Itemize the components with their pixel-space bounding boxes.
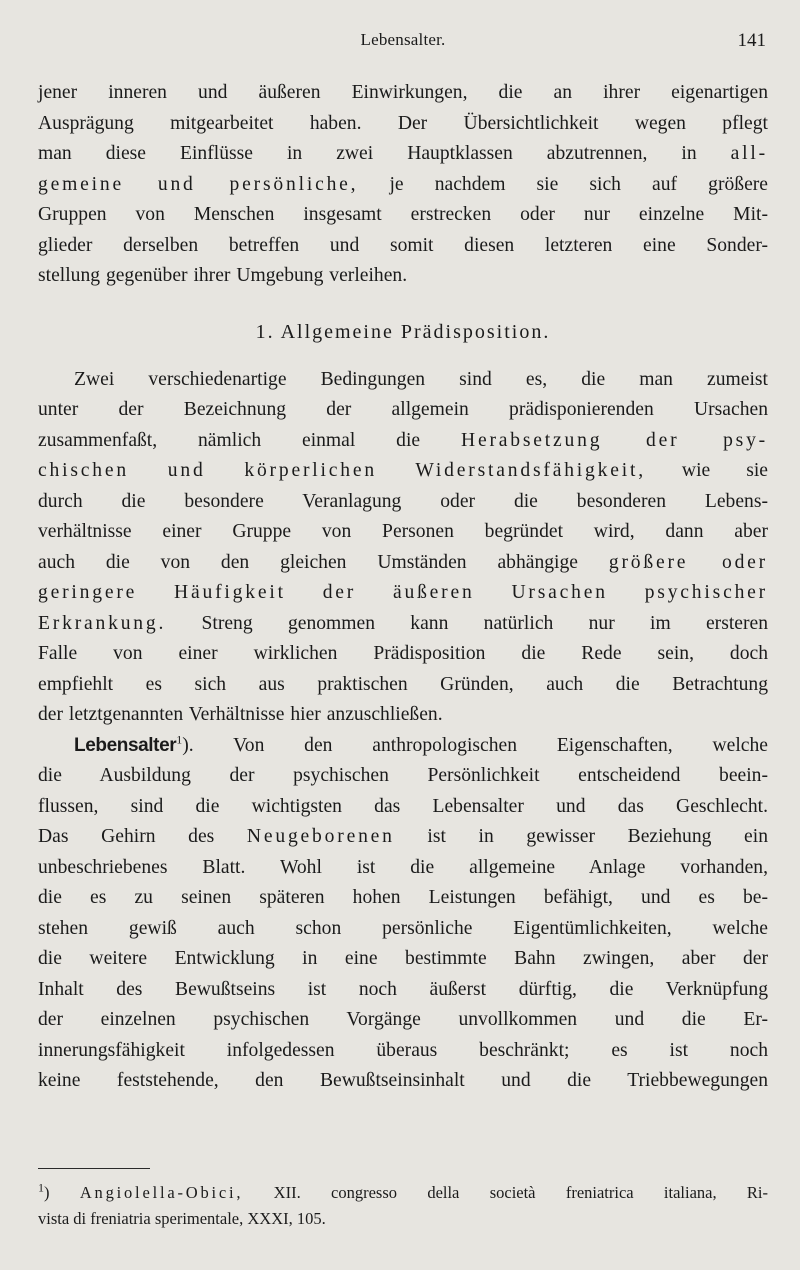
footnote-line: $^1$) Angiolella-Obici, XII. congresso della società freniatrica italiana, Ri- bbox=[38, 1180, 769, 1202]
text-line: die Ausbildung der psychischen Persönlichkeit entscheidend beein- bbox=[38, 765, 768, 786]
text-run: Streng genommen kann natürlich nur im ersteren bbox=[201, 612, 768, 634]
text-line bbox=[38, 822, 768, 853]
text-line: die weitere Entwicklung in eine bestimmte Bahn zwingen, aber der bbox=[38, 948, 768, 969]
runin-heading: Lebensalter bbox=[74, 734, 177, 756]
text-line: unbeschriebenes Blatt. Wohl ist die allgemeine Anlage vorhanden, bbox=[38, 856, 768, 878]
text-run: Das Gehirn des bbox=[38, 826, 215, 847]
footnote-reference: 1 bbox=[176, 731, 183, 746]
text-line: flussen, sind die wichtigsten das Lebensalter und das Geschlecht. bbox=[38, 795, 768, 817]
spaced-emphasis: Erkrankung. bbox=[38, 612, 167, 634]
text-run: zusammenfaßt, nämlich einmal die bbox=[38, 429, 421, 451]
text-line: geringere Häufigkeit der äußeren Ursachen psychischer bbox=[38, 582, 768, 603]
running-head: Lebensalter. bbox=[360, 30, 446, 49]
body-text bbox=[38, 78, 768, 1097]
text-line bbox=[38, 170, 768, 201]
text-line bbox=[38, 456, 768, 487]
text-line: der einzelnen psychischen Vorgänge unvollkommen und die Er- bbox=[38, 1009, 768, 1030]
spaced-emphasis: Herabsetzung der psy- bbox=[461, 429, 769, 451]
text-line bbox=[38, 548, 768, 579]
text-line: Ausprägung mitgearbeitet haben. Der Übersichtlichkeit wegen pflegt bbox=[38, 112, 768, 134]
spaced-emphasis: Neugeborenen bbox=[246, 826, 395, 847]
text-line: Zwei verschiedenartige Bedingungen sind es, die man zumeist bbox=[74, 368, 768, 390]
text-line: Gruppen von Menschen insgesamt erstrecken oder nur einzelne Mit- bbox=[38, 204, 768, 225]
text-line: Inhalt des Bewußtseins ist noch äußerst dürftig, die Verknüpfung bbox=[38, 978, 768, 1000]
footnote-author: Angiolella-Obici, bbox=[79, 1183, 244, 1202]
text-line: Falle von einer wirklichen Prädisposition die Rede sein, doch bbox=[38, 643, 768, 664]
paragraph bbox=[38, 78, 768, 292]
text-line: durch die besondere Veranlagung oder die besonderen Lebens- bbox=[38, 490, 768, 512]
text-run: auch die von den gleichen Umständen abhängige bbox=[38, 551, 578, 573]
text-line bbox=[38, 609, 768, 640]
text-line: die es zu seinen späteren hohen Leistungen befähigt, und es be- bbox=[38, 887, 768, 908]
page-header bbox=[38, 30, 768, 56]
footnote-marker: 1 bbox=[38, 1180, 44, 1195]
page-number: 141 bbox=[737, 30, 766, 51]
text-run: XII. congresso della società freniatrica italiana, Ri- bbox=[273, 1183, 769, 1202]
text-line: glieder derselben betreffen und somit diesen letzteren eine Sonder- bbox=[38, 234, 768, 256]
text-line: innerungsfähigkeit infolgedessen überaus beschränkt; es ist noch bbox=[38, 1039, 768, 1061]
text-line: stellung gegenüber ihrer Umgebung verleihen. bbox=[38, 265, 408, 286]
spaced-emphasis: größere oder bbox=[608, 551, 768, 573]
text-line: keine feststehende, den Bewußtseinsinhalt und die Triebbewegungen bbox=[38, 1070, 768, 1091]
section-heading: 1. Allgemeine Prädisposition. bbox=[255, 320, 551, 343]
text-run: man diese Einflüsse in zwei Hauptklassen abzutrennen, in bbox=[38, 143, 697, 164]
text-run: wie sie bbox=[681, 460, 768, 481]
text-line bbox=[38, 139, 768, 170]
spaced-emphasis: gemeine und persönliche, bbox=[38, 173, 359, 195]
text-line: stehen gewiß auch schon persönliche Eigentümlichkeiten, welche bbox=[38, 917, 768, 939]
paragraph bbox=[38, 365, 768, 731]
text-line bbox=[38, 426, 768, 457]
paragraph bbox=[38, 731, 768, 1097]
footnote-rule bbox=[38, 1168, 150, 1169]
footnote bbox=[38, 1180, 768, 1232]
text-line: empfiehlt es sich aus praktischen Gründen, auch die Betrachtung bbox=[38, 673, 768, 695]
footnote-line: vista di freniatria sperimentale, XXXI, 105. bbox=[38, 1209, 326, 1228]
text-line bbox=[38, 731, 768, 762]
text-run: je nachdem sie sich auf größere bbox=[389, 173, 769, 195]
text-line: unter der Bezeichnung der allgemein prädisponierenden Ursachen bbox=[38, 399, 768, 420]
spaced-emphasis: all- bbox=[730, 143, 768, 164]
text-run: ). Von den anthropologischen Eigenschaften, welche bbox=[182, 734, 768, 756]
text-run: ist in gewisser Beziehung ein bbox=[427, 826, 768, 847]
text-line: der letztgenannten Verhältnisse hier anzuschließen. bbox=[38, 704, 443, 725]
spaced-emphasis: chischen und körperlichen Widerstandsfähigkeit, bbox=[38, 460, 646, 481]
text-line: jener inneren und äußeren Einwirkungen, die an ihrer eigenartigen bbox=[38, 82, 768, 103]
text-line: verhältnisse einer Gruppe von Personen begründet wird, dann aber bbox=[38, 521, 768, 542]
